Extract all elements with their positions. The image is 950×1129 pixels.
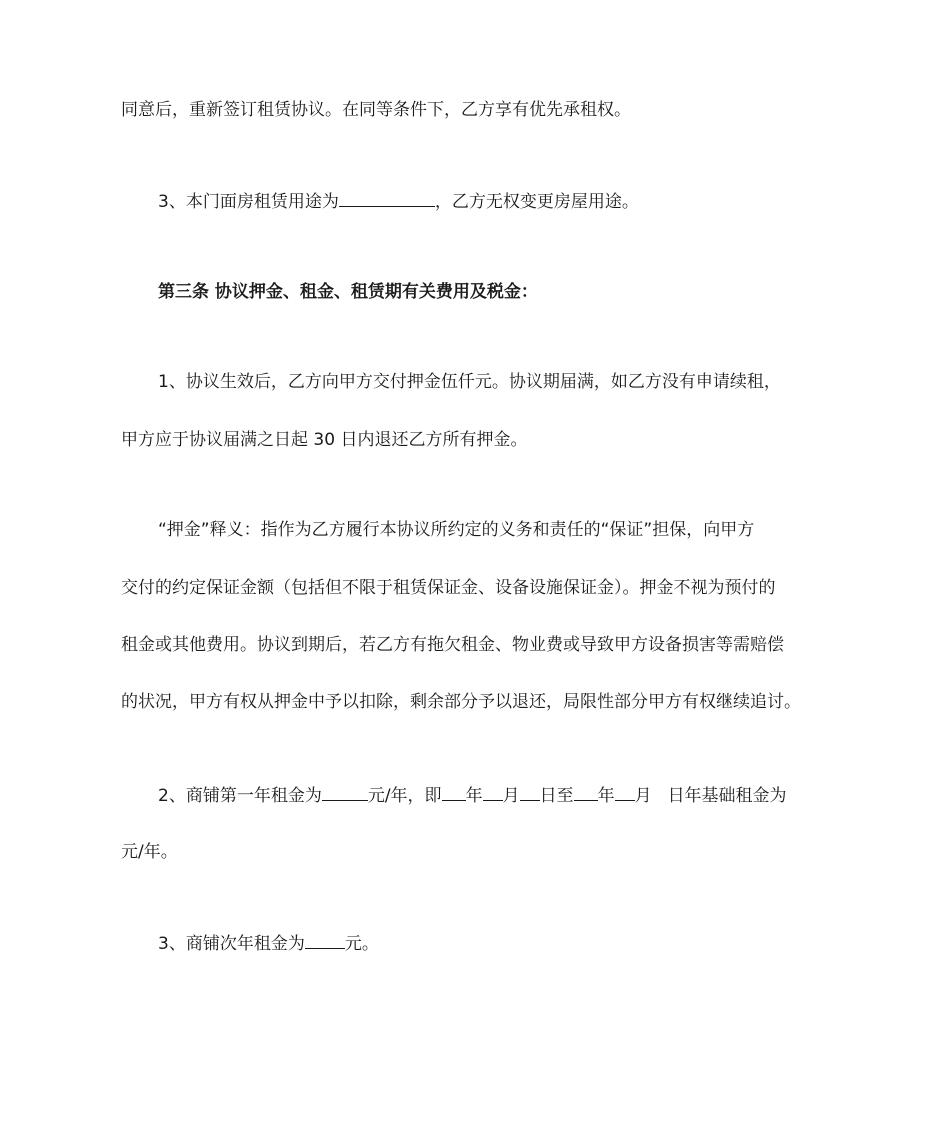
heading-text: 第三条 协议押金、租金、租赁期有关费用及税金： — [158, 282, 538, 302]
rent-item-2-line-2 — [121, 841, 841, 863]
clause-3-usage — [158, 189, 878, 213]
text: 年 — [597, 786, 615, 806]
deposit-item-1-line-2 — [121, 429, 841, 451]
text: 元/年，即 — [367, 786, 442, 806]
text: 日至 — [539, 786, 574, 806]
deposit-definition-line-1 — [158, 519, 878, 541]
deposit-item-1-line-1 — [158, 371, 878, 393]
rent-item-2-line-1 — [158, 783, 878, 807]
text: ，乙方无权变更房屋用途。 — [434, 192, 639, 212]
blank-line — [615, 783, 635, 801]
blank-line — [483, 783, 503, 801]
text: 2、商铺第一年租金为 — [158, 786, 322, 806]
text: 1、协议生效后，乙方向甲方交付押金伍仟元。协议期届满，如乙方没有申请续租， — [158, 372, 781, 392]
text: 租金或其他费用。协议到期后，若乙方有拖欠租金、物业费或导致甲方设备损害等需赔偿 — [121, 635, 784, 655]
blank-line — [322, 783, 368, 801]
text: 3、商铺次年租金为 — [158, 934, 305, 954]
text: 甲方应于协议届满之日起 30 日内退还乙方所有押金。 — [121, 430, 528, 450]
blank-line — [339, 189, 435, 207]
blank-line — [574, 783, 598, 801]
text: 日年基础租金为 — [667, 786, 787, 806]
text: 同意后，重新签订租赁协议。在同等条件下，乙方享有优先承租权。 — [121, 100, 631, 120]
text: 元/年。 — [121, 842, 178, 862]
text: 的状况，甲方有权从押金中予以扣除，剩余部分予以退还，局限性部分甲方有权继续追讨。 — [121, 692, 801, 712]
text: 月 — [502, 786, 520, 806]
blank-line — [442, 783, 466, 801]
text: 元。 — [344, 934, 379, 954]
text: 月 — [634, 786, 652, 806]
blank-line — [305, 931, 345, 949]
paragraph-line — [121, 99, 841, 121]
text: “押金”释义：指作为乙方履行本协议所约定的义务和责任的“保证”担保，向甲方 — [158, 520, 755, 540]
blank-line — [520, 783, 540, 801]
article-3-heading — [158, 281, 878, 303]
deposit-definition-line-3 — [121, 634, 841, 656]
text: 年 — [465, 786, 483, 806]
deposit-definition-line-2 — [121, 577, 841, 599]
rent-item-3 — [158, 931, 878, 955]
text: 交付的约定保证金额（包括但不限于租赁保证金、设备设施保证金）。押金不视为预付的 — [121, 578, 776, 598]
deposit-definition-line-4 — [121, 691, 841, 713]
text: 3、本门面房租赁用途为 — [158, 192, 339, 212]
